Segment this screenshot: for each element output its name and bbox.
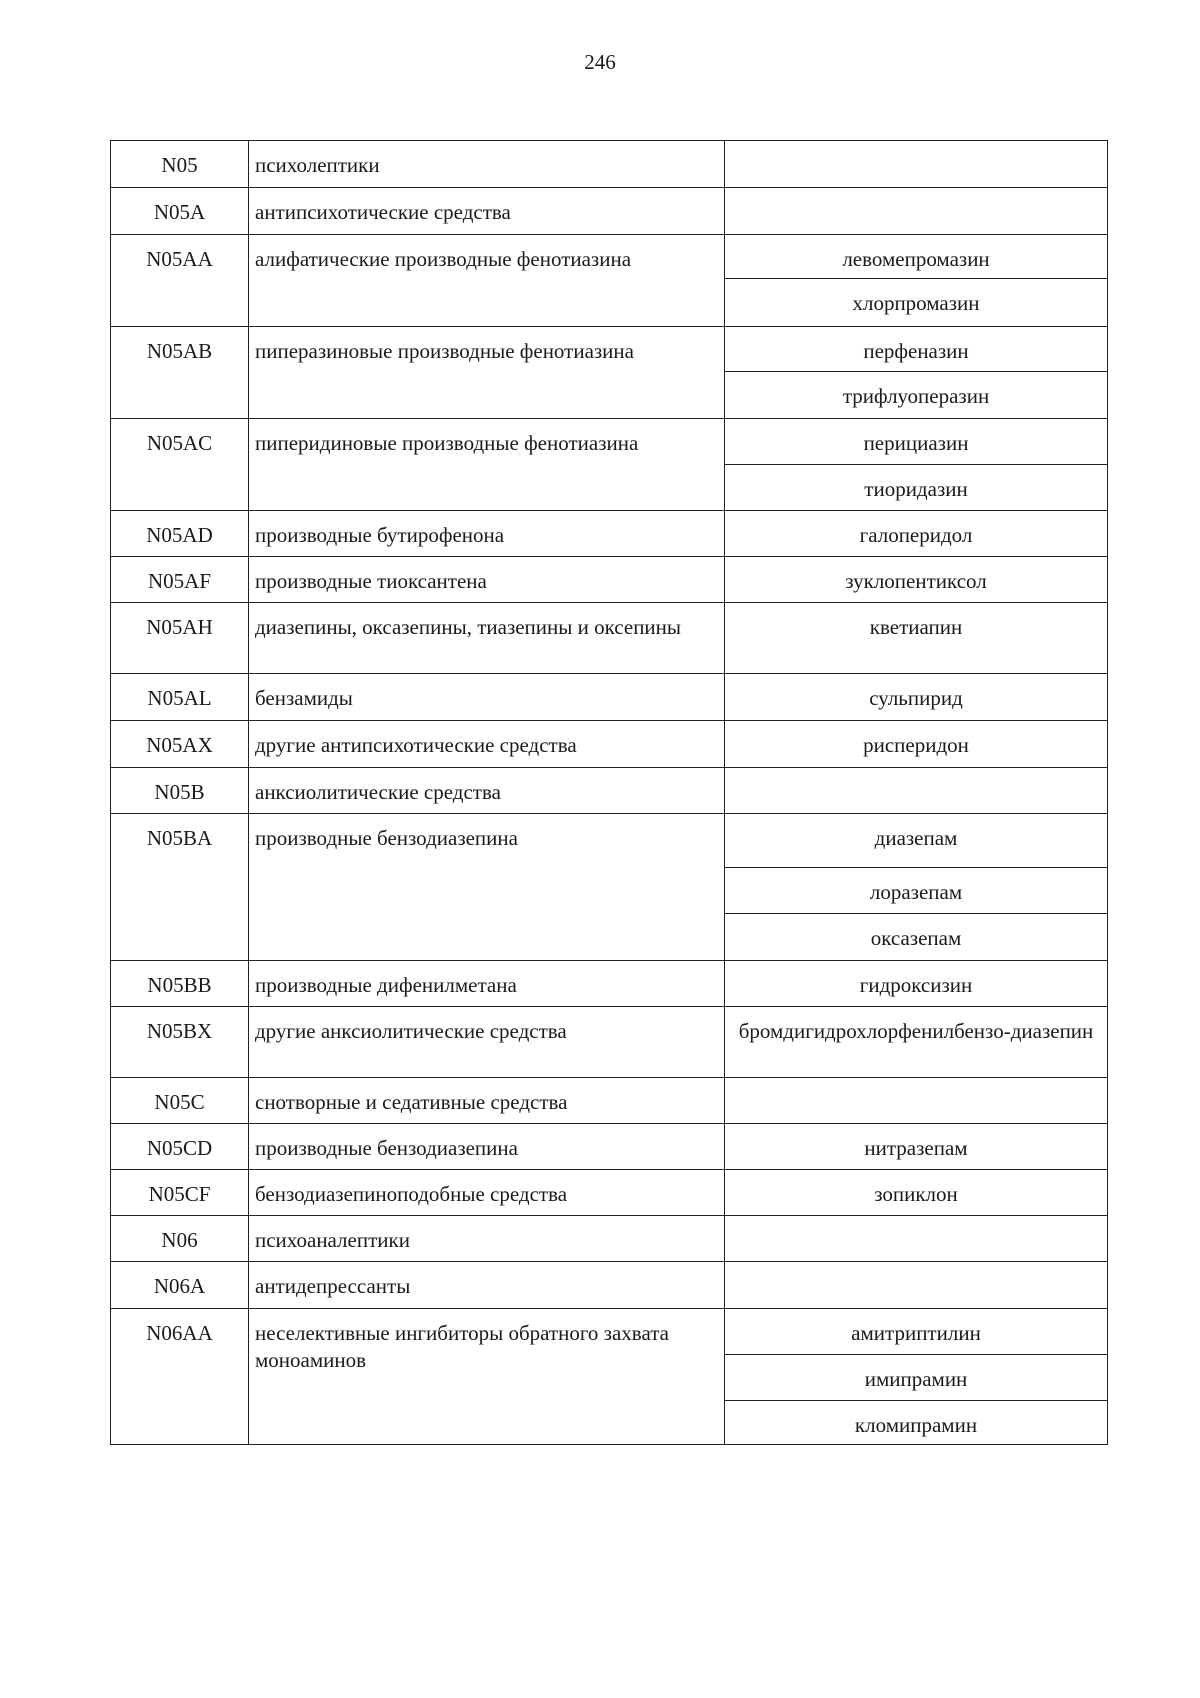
table-row bbox=[111, 768, 1108, 814]
atc-code-cell: N06AA bbox=[111, 1309, 249, 1445]
group-name-cell: бензодиазепиноподобные средства bbox=[249, 1170, 725, 1216]
drug-name: диазепам bbox=[725, 814, 1107, 868]
page-number: 246 bbox=[584, 50, 616, 74]
table-row bbox=[111, 1124, 1108, 1170]
drug-name: зопиклон bbox=[874, 1182, 958, 1206]
drug-cell bbox=[725, 419, 1108, 511]
drug-cell bbox=[725, 1007, 1108, 1078]
group-name-cell: производные дифенилметана bbox=[249, 961, 725, 1007]
drug-cell bbox=[725, 235, 1108, 327]
atc-code-cell: N05BA bbox=[111, 814, 249, 961]
atc-code-cell: N05BX bbox=[111, 1007, 249, 1078]
drug-name: гидроксизин bbox=[859, 973, 973, 997]
drug-cell bbox=[725, 557, 1108, 603]
atc-code-cell: N05B bbox=[111, 768, 249, 814]
atc-code-cell: N05AC bbox=[111, 419, 249, 511]
table-row bbox=[111, 603, 1108, 674]
drug-cell bbox=[725, 674, 1108, 721]
drug-name: перфеназин bbox=[725, 327, 1107, 372]
drug-name: хлорпромазин bbox=[852, 291, 980, 315]
table-row bbox=[111, 557, 1108, 603]
atc-code-cell: N05BB bbox=[111, 961, 249, 1007]
table-row bbox=[111, 721, 1108, 768]
group-name-cell: антидепрессанты bbox=[249, 1262, 725, 1309]
table-row bbox=[111, 961, 1108, 1007]
atc-code-cell: N05CD bbox=[111, 1124, 249, 1170]
drug-name: сульпирид bbox=[869, 686, 963, 710]
drug-cell bbox=[725, 188, 1108, 235]
drug-name: галоперидол bbox=[859, 523, 973, 547]
atc-code-cell: N05AL bbox=[111, 674, 249, 721]
atc-code-cell: N05AF bbox=[111, 557, 249, 603]
atc-code-cell: N05AA bbox=[111, 235, 249, 327]
table-row bbox=[111, 327, 1108, 419]
table-row bbox=[111, 188, 1108, 235]
group-name-cell: производные тиоксантена bbox=[249, 557, 725, 603]
group-name-cell: психолептики bbox=[249, 141, 725, 188]
group-name-cell: бензамиды bbox=[249, 674, 725, 721]
table-row bbox=[111, 1309, 1108, 1445]
atc-code-cell: N05AH bbox=[111, 603, 249, 674]
drug-cell bbox=[725, 1262, 1108, 1309]
group-name-cell: другие антипсихотические средства bbox=[249, 721, 725, 768]
table-body bbox=[111, 141, 1108, 1445]
table-row bbox=[111, 235, 1108, 327]
atc-code-cell: N06A bbox=[111, 1262, 249, 1309]
drug-cell bbox=[725, 603, 1108, 674]
atc-code-cell: N06 bbox=[111, 1216, 249, 1262]
drug-cell bbox=[725, 961, 1108, 1007]
group-name-cell: алифатические производные фенотиазина bbox=[249, 235, 725, 327]
group-name-cell: диазепины, оксазепины, тиазепины и оксепины bbox=[249, 603, 725, 674]
group-name-cell: снотворные и седативные средства bbox=[249, 1078, 725, 1124]
atc-code-cell: N05C bbox=[111, 1078, 249, 1124]
table-row bbox=[111, 674, 1108, 721]
group-name-cell: производные бутирофенона bbox=[249, 511, 725, 557]
drug-name: оксазепам bbox=[870, 926, 962, 950]
atc-code-cell: N05AB bbox=[111, 327, 249, 419]
drug-name: кветиапин bbox=[869, 615, 963, 639]
drug-name: тиоридазин bbox=[864, 477, 968, 501]
atc-code-cell: N05 bbox=[111, 141, 249, 188]
table-row bbox=[111, 1170, 1108, 1216]
drug-cell bbox=[725, 1216, 1108, 1262]
drug-name: имипрамин bbox=[725, 1355, 1107, 1401]
drug-name: бромдигидрохлорфенилбензо-диазепин bbox=[738, 1019, 1094, 1043]
atc-code-cell: N05AX bbox=[111, 721, 249, 768]
drug-name: рисперидон bbox=[863, 733, 969, 757]
drug-name: левомепромазин bbox=[725, 235, 1107, 279]
group-name-cell: пиперидиновые производные фенотиазина bbox=[249, 419, 725, 511]
group-name-cell: неселективные ингибиторы обратного захвата моноаминов bbox=[249, 1309, 725, 1445]
drug-cell bbox=[725, 511, 1108, 557]
table-row bbox=[111, 419, 1108, 511]
table-row bbox=[111, 1216, 1108, 1262]
drug-cell bbox=[725, 327, 1108, 419]
group-name-cell: анксиолитические средства bbox=[249, 768, 725, 814]
group-name-cell: пиперазиновые производные фенотиазина bbox=[249, 327, 725, 419]
atc-code-cell: N05AD bbox=[111, 511, 249, 557]
drug-name: кломипрамин bbox=[854, 1413, 978, 1437]
drug-cell bbox=[725, 814, 1108, 961]
table-row bbox=[111, 511, 1108, 557]
drug-cell bbox=[725, 768, 1108, 814]
table-row bbox=[111, 141, 1108, 188]
drug-name: нитразепам bbox=[864, 1136, 968, 1160]
drug-cell bbox=[725, 141, 1108, 188]
group-name-cell: другие анксиолитические средства bbox=[249, 1007, 725, 1078]
table-row bbox=[111, 814, 1108, 961]
group-name-cell: антипсихотические средства bbox=[249, 188, 725, 235]
drug-cell bbox=[725, 1078, 1108, 1124]
table-row bbox=[111, 1007, 1108, 1078]
drug-name: амитриптилин bbox=[725, 1309, 1107, 1355]
table-row bbox=[111, 1078, 1108, 1124]
group-name-cell: психоаналептики bbox=[249, 1216, 725, 1262]
drug-cell bbox=[725, 1309, 1108, 1445]
drug-name: перициазин bbox=[725, 419, 1107, 465]
drug-name: лоразепам bbox=[725, 868, 1107, 914]
drug-name: зуклопентиксол bbox=[845, 569, 987, 593]
drug-cell bbox=[725, 1124, 1108, 1170]
atc-classification-table bbox=[110, 140, 1108, 1445]
drug-name: трифлуоперазин bbox=[842, 384, 990, 408]
table-row bbox=[111, 1262, 1108, 1309]
group-name-cell: производные бензодиазепина bbox=[249, 1124, 725, 1170]
atc-code-cell: N05CF bbox=[111, 1170, 249, 1216]
group-name-cell: производные бензодиазепина bbox=[249, 814, 725, 961]
atc-code-cell: N05A bbox=[111, 188, 249, 235]
drug-cell bbox=[725, 1170, 1108, 1216]
drug-cell bbox=[725, 721, 1108, 768]
